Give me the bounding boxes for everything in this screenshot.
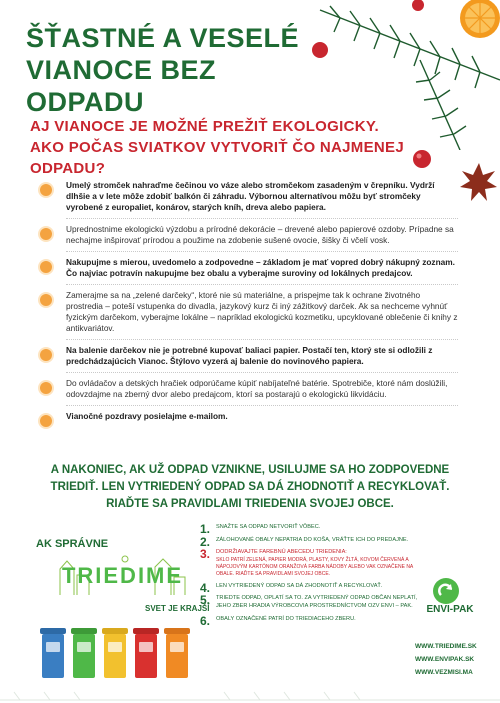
- tip-item: [38, 224, 458, 246]
- page-title: [26, 22, 316, 118]
- link-envipak[interactable]: WWW.ENVIPAK.SK: [415, 656, 475, 663]
- bullet-icon: [40, 228, 52, 240]
- step-text: ZÁLOHOVANÉ OBALY NEPATRIA DO KOŠA, VRÁŤTE ICH DO PREDAJNE.: [216, 536, 409, 543]
- step-number: 4.: [200, 580, 211, 595]
- link-vezmisi[interactable]: WWW.VEZMISI.MA: [415, 669, 473, 676]
- triedime-wordmark: TRIEDIME: [61, 563, 184, 588]
- recycle-icon: [433, 578, 459, 604]
- step-number: 3.: [200, 547, 211, 562]
- tip-item: [38, 257, 458, 279]
- divider: [66, 284, 458, 285]
- bottom-branch-decoration: [0, 670, 500, 703]
- sorting-heading: AK SPRÁVNE: [36, 538, 109, 550]
- step-number: 2.: [200, 534, 211, 549]
- closing-message: A NAKONIEC, AK UŽ ODPAD VZNIKNE, USILUJME SA HO ZODPOVEDNE TRIEDIŤ. LEN VYTRIEDENÝ ODPAD SA DÁ ZHODNOTIŤ A RECYKLOVAŤ. RIAĎTE SA PRAVIDLAMI TRIEDENIA SVOJEJ OBCE.: [50, 464, 450, 510]
- step-item: [200, 580, 420, 595]
- step-subtext: SKLO PATRÍ ZELENÁ, PAPIER MODRÁ, PLASTY, KOVY ŽLTÁ, KOVOM ČERVENÁ A NÁPOJOVÝM KARTÓNOM ORANŽOVÁ FARBA NÁDOBY ALEBO VAK OZNAČENE NA OBALE. RIAĎTE SA PRAVIDLAMI SVOJEJ OBCE.: [216, 556, 413, 577]
- tip-text: Na balenie darčekov nie je potrebné kupovať baliaci papier. Postačí ten, ktorý ste si odložili z predchádzajúcich Vianoc. Štýlovo vyzerá aj balenie do novinového papiera.: [66, 345, 433, 366]
- step-text: SNAŽTE SA ODPAD NETVORIŤ VÔBEC.: [216, 524, 321, 530]
- title-line-2: VIANOCE BEZ ODPADU: [26, 55, 217, 117]
- step-item: [200, 534, 420, 549]
- tip-text: Do ovládačov a detských hračiek odporúčame kúpiť nabíjateľné batérie. Spotrebiče, ktoré nám doslúžili, odovzdajme na zberný dvor alebo predajcom, ktorí sa postarajú o ekologickú likvidáciu.: [66, 378, 448, 399]
- step-number: 1.: [200, 522, 211, 536]
- divider: [66, 251, 458, 252]
- step-number: 6.: [200, 613, 211, 628]
- tip-item: [38, 378, 458, 400]
- step-text: DODRŽIAVAJTE FAREBNÚ ABECEDU TRIEDENIA:: [216, 549, 347, 556]
- step-text: OBALY OZNAČENÉ PATRÍ DO TRIEDIACEHO ZBERU.: [216, 615, 356, 622]
- step-item: [200, 549, 420, 578]
- subtitle-line-2: AKO POČAS SVIATKOV VYTVORIŤ ČO NAJMENEJ ODPADU?: [30, 139, 404, 177]
- title-line-1: ŠŤASTNÉ A VESELÉ: [26, 23, 300, 53]
- divider: [66, 218, 458, 219]
- triedime-logo: [55, 555, 190, 599]
- divider: [66, 372, 458, 373]
- tip-item: [38, 411, 458, 422]
- step-item: [200, 595, 420, 610]
- link-triedime[interactable]: WWW.TRIEDIME.SK: [415, 643, 477, 650]
- bullet-icon: [40, 261, 52, 273]
- brand-name: ENVI-PAK: [426, 604, 474, 615]
- divider: [66, 405, 458, 406]
- tip-text: Umelý stromček nahraďme čečinou vo váze alebo stromčekom zasadeným v črepníku. Vydrží dlhšie a v lete môže zdobiť balkón či záhradu. Výbornou alternatívou môžu byť stromčeky vyrobené z europaliet, konárov, starých kníh, dreva alebo papiera.: [66, 180, 435, 212]
- step-text: TRIEDTE ODPAD, OPLATÍ SA TO. ZA VYTRIEDENÝ ODPAD OBČAN NEPLATÍ, JEHO ZBER HRADIA VÝROBCOVIA PROSTREDNÍCTVOM OZV ENVI – PAK.: [216, 595, 418, 609]
- step-item: [200, 522, 420, 536]
- tip-text: Nakupujme s mierou, uvedomelo a zodpovedne – základom je mať vopred dobrý nákupný zoznam. Čo najviac potravín nakupujme bez obalu a vyberajme suroviny od lokálnych predajcov.: [66, 257, 455, 278]
- bullet-icon: [40, 415, 52, 427]
- bullet-icon: [40, 184, 52, 196]
- step-item: [200, 613, 420, 628]
- tip-item: [38, 290, 458, 334]
- tip-text: Uprednostnime ekologickú výzdobu a prírodné dekorácie – drevené alebo papierové ozdoby. Prípadne sa nechajme inšpirovať prírodou a použime na zdobenie sušené ovocie, šišky či včelí vosk.: [66, 224, 454, 245]
- steps-list: [200, 524, 420, 628]
- step-text: LEN VYTRIEDENÝ ODPAD SA DÁ ZHODNOTIŤ A RECYKLOVAŤ.: [216, 582, 383, 589]
- step-number: 5.: [200, 593, 211, 608]
- bullet-icon: [40, 349, 52, 361]
- subtitle-line-1: AJ VIANOCE JE MOŽNÉ PREŽIŤ EKOLOGICKY.: [30, 118, 379, 135]
- tip-text: Zamerajme sa na „zelené darčeky“, ktoré nie sú materiálne, a prispejme tak k ochrane životného prostredia – poteší vstupenka do divadla, jazykový kurz či iný zážitkový darček. Ak sa nechceme vyhnúť fyzickým darčekom, vyberajme lokálne – napríklad ekologickú kozmetiku, upcyklované oblečenie či knihy z antikvariátov.: [66, 290, 458, 333]
- bullet-icon: [40, 294, 52, 306]
- tips-list: [38, 180, 458, 426]
- page-subtitle: [30, 116, 430, 179]
- tip-item: [38, 180, 458, 213]
- tip-text: Vianočné pozdravy posielajme e-mailom.: [66, 411, 228, 421]
- sorting-tagline: SVET JE KRAJŠÍ: [145, 604, 210, 613]
- divider: [66, 339, 458, 340]
- bullet-icon: [40, 382, 52, 394]
- tip-item: [38, 345, 458, 367]
